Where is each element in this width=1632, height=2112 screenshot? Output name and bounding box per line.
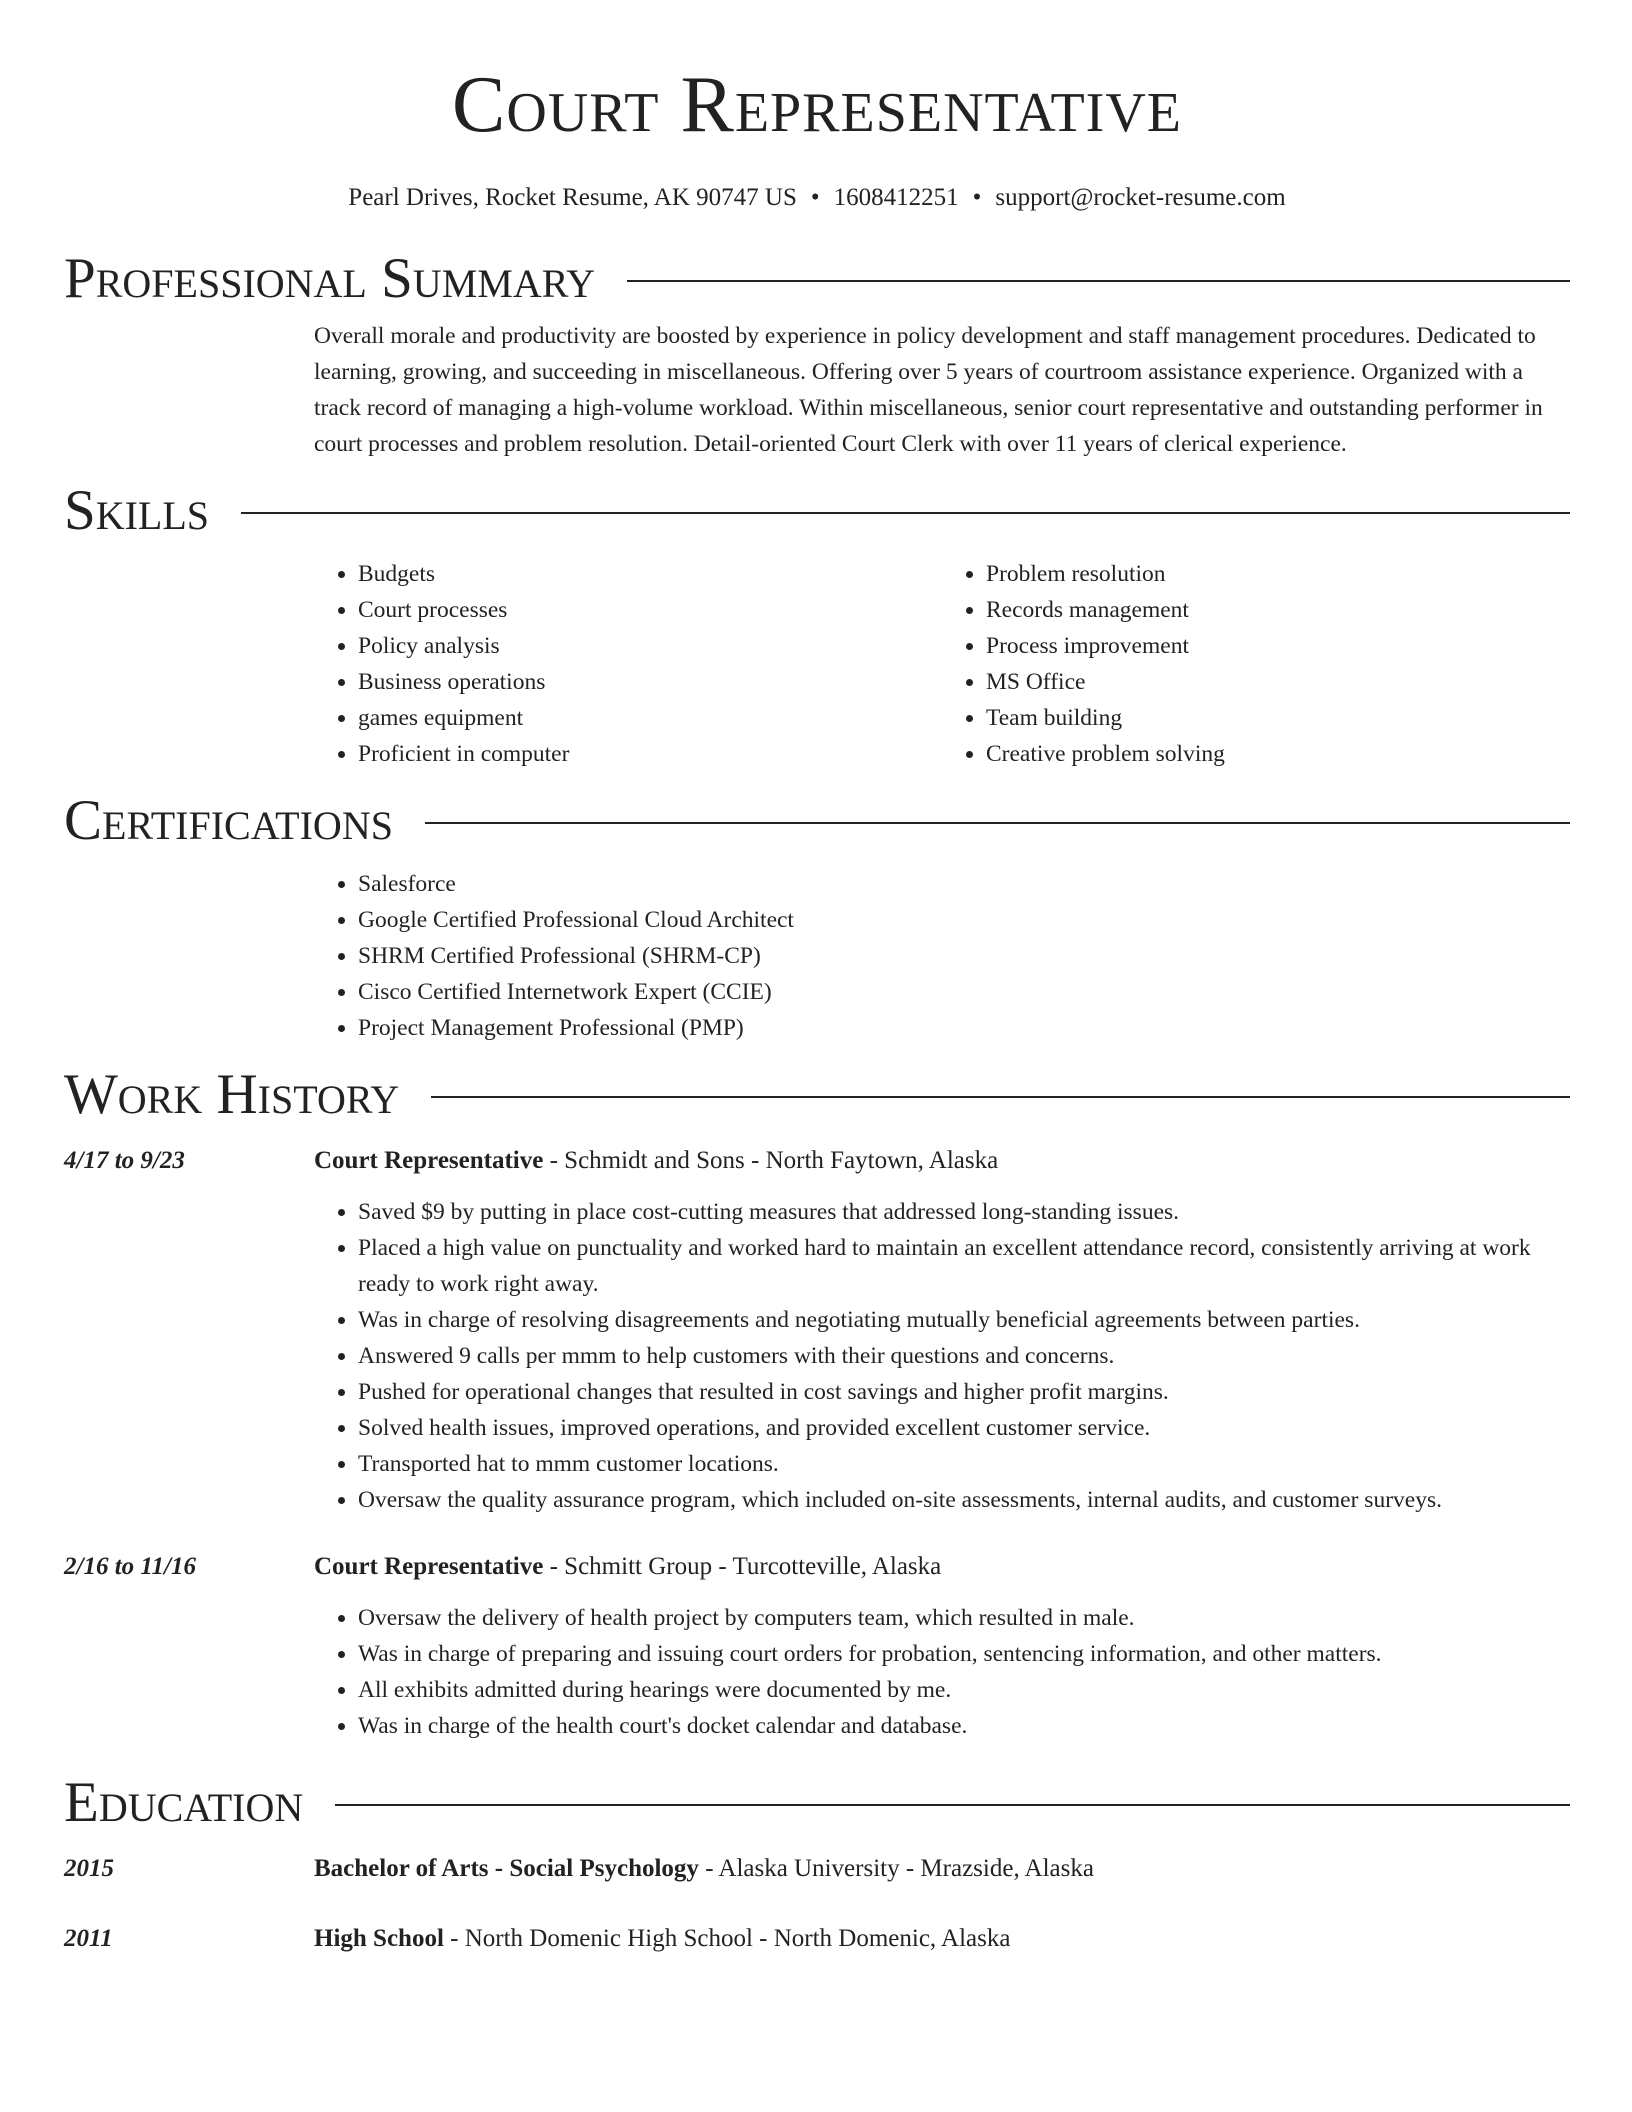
certifications-section-header — [64, 790, 1570, 852]
job-dates: 2/16 to 11/16 — [64, 1553, 196, 1580]
skill-item: • games equipment — [358, 700, 942, 736]
work-section-header — [64, 1064, 1570, 1126]
education-entry — [64, 1852, 1570, 1886]
job-title: Court Representative — [314, 1553, 544, 1580]
skill-item: • Court processes — [358, 592, 942, 628]
job-company: - Schmitt Group - Turcotteville, Alaska — [543, 1553, 942, 1580]
job-duty: • Was in charge of the health court's docket calendar and database. — [358, 1708, 1570, 1744]
job-duty: • Was in charge of preparing and issuing court orders for probation, sentencing information, and other matters. — [358, 1636, 1570, 1672]
skill-item: • Records management — [986, 592, 1570, 628]
job-duty: • Was in charge of resolving disagreements and negotiating mutually beneficial agreements between parties. — [358, 1302, 1570, 1338]
contact-line — [64, 182, 1570, 214]
skills-list — [314, 556, 1570, 772]
section-divider — [431, 1096, 1570, 1098]
skill-item: • Policy analysis — [358, 628, 942, 664]
education-degree: High School — [314, 1925, 444, 1952]
certification-item: • Google Certified Professional Cloud Architect — [358, 902, 1570, 938]
skills-section-header — [64, 480, 1570, 542]
certification-item: • Project Management Professional (PMP) — [358, 1010, 1570, 1046]
job-entry — [64, 1550, 1570, 1744]
education-year: 2011 — [64, 1925, 113, 1952]
job-header — [64, 1550, 1570, 1584]
job-duty: • Pushed for operational changes that resulted in cost savings and higher profit margins. — [358, 1374, 1570, 1410]
job-duty: • All exhibits admitted during hearings were documented by me. — [358, 1672, 1570, 1708]
contact-address: Pearl Drives, Rocket Resume, AK 90747 US — [348, 184, 797, 211]
summary-section-header — [64, 248, 1570, 310]
summary-heading: Professional Summary — [64, 247, 596, 310]
job-dates: 4/17 to 9/23 — [64, 1147, 185, 1174]
education-year: 2015 — [64, 1855, 114, 1882]
job-duty: • Saved $9 by putting in place cost-cutting measures that addressed long-standing issues. — [358, 1194, 1570, 1230]
skill-item: • Creative problem solving — [986, 736, 1570, 772]
job-duty: • Answered 9 calls per mmm to help customers with their questions and concerns. — [358, 1338, 1570, 1374]
education-section-header — [64, 1772, 1570, 1834]
certifications-list — [314, 866, 1570, 1046]
work-heading: Work History — [64, 1063, 400, 1126]
contact-separator: • — [972, 184, 982, 211]
job-duty: • Oversaw the quality assurance program, which included on-site assessments, internal audits, and customer surveys. — [358, 1482, 1570, 1518]
contact-separator: • — [810, 184, 820, 211]
skills-heading: Skills — [64, 479, 210, 542]
contact-phone: 1608412251 — [833, 184, 959, 211]
certification-item: • SHRM Certified Professional (SHRM-CP) — [358, 938, 1570, 974]
certifications-heading: Certifications — [64, 789, 393, 852]
education-heading: Education — [64, 1771, 304, 1834]
job-company: - Schmidt and Sons - North Faytown, Alaska — [543, 1147, 999, 1174]
skill-item: • Team building — [986, 700, 1570, 736]
job-duty: • Placed a high value on punctuality and worked hard to maintain an excellent attendance record, consistently arriving at work ready to work right away. — [358, 1230, 1570, 1302]
skill-item: • Problem resolution — [986, 556, 1570, 592]
job-duties — [314, 1194, 1570, 1518]
job-duty: • Transported hat to mmm customer locations. — [358, 1446, 1570, 1482]
job-entry — [64, 1144, 1570, 1518]
certification-item: • Cisco Certified Internetwork Expert (CCIE) — [358, 974, 1570, 1010]
skill-item: • Proficient in computer — [358, 736, 942, 772]
education-school: - Alaska University - Mrazside, Alaska — [698, 1855, 1094, 1882]
contact-email[interactable]: support@rocket-resume.com — [995, 184, 1286, 211]
skill-item: • Business operations — [358, 664, 942, 700]
summary-text: Overall morale and productivity are boosted by experience in policy development and staff management procedures. Dedicated to learning, growing, and succeeding in miscellaneous. Offering over 5 years of courtroom assistance experience. Organized with a track record of managing a high-volume workload. Within miscellaneous, senior court representative and outstanding performer in court processes and problem resolution. Detail-oriented Court Clerk with over 11 years of clerical experience. — [314, 323, 1543, 457]
skill-item: • Process improvement — [986, 628, 1570, 664]
job-duty: • Oversaw the delivery of health project by computers team, which resulted in male. — [358, 1600, 1570, 1636]
education-degree: Bachelor of Arts - Social Psychology — [314, 1855, 699, 1882]
job-duties — [314, 1600, 1570, 1744]
section-divider — [627, 280, 1570, 282]
job-duty: • Solved health issues, improved operations, and provided excellent customer service. — [358, 1410, 1570, 1446]
section-divider — [241, 512, 1570, 514]
section-divider — [335, 1804, 1570, 1806]
skill-item: • MS Office — [986, 664, 1570, 700]
candidate-name: Court Representative — [452, 61, 1182, 149]
skill-item: • Budgets — [358, 556, 942, 592]
section-divider — [425, 822, 1570, 824]
certification-item: • Salesforce — [358, 866, 1570, 902]
resume-page — [64, 0, 1570, 1956]
job-header — [64, 1144, 1570, 1178]
education-entry — [64, 1922, 1570, 1956]
skills-column-left — [314, 556, 942, 772]
education-school: - North Domenic High School - North Domenic, Alaska — [443, 1925, 1011, 1952]
job-title: Court Representative — [314, 1147, 544, 1174]
skills-column-right — [942, 556, 1570, 772]
